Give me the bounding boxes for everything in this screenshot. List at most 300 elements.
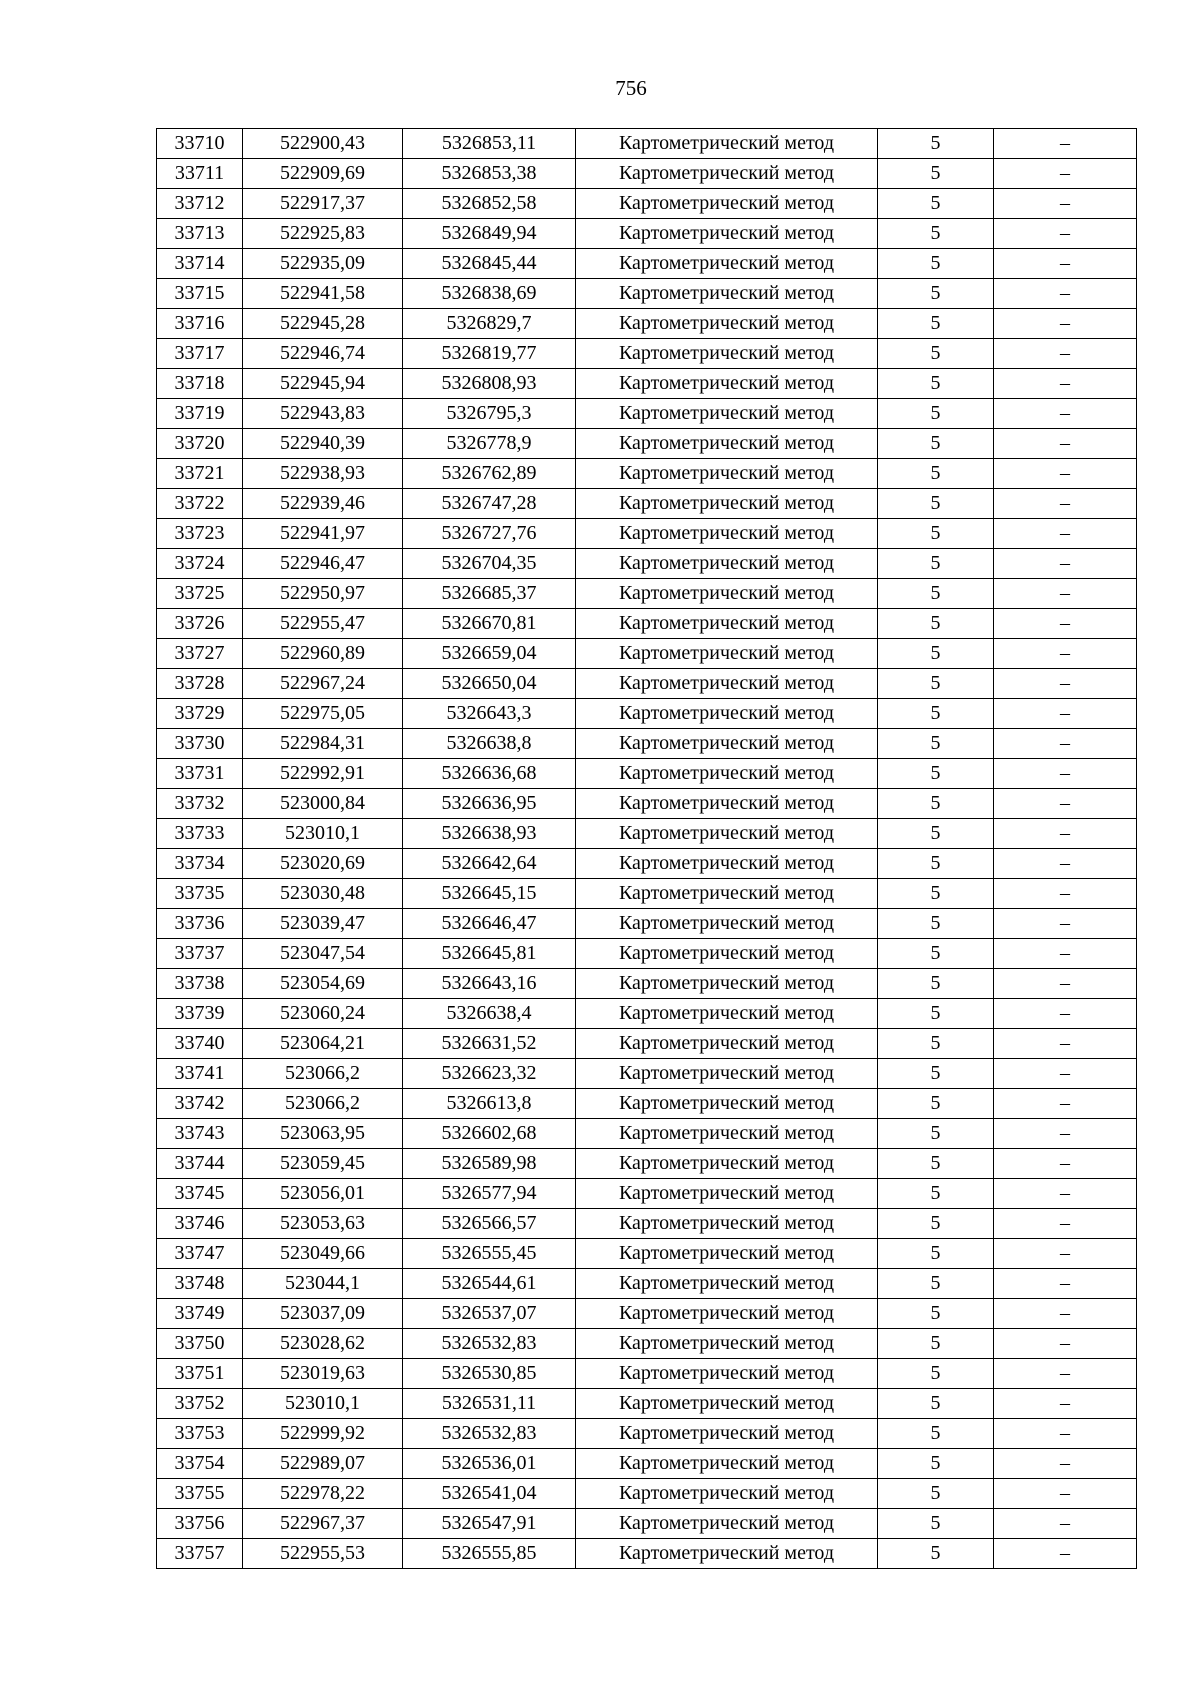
- table-row: [157, 159, 1137, 189]
- table-row: [157, 219, 1137, 249]
- point-number-cell: 33753: [157, 1419, 243, 1449]
- accuracy-cell: 5: [878, 999, 994, 1029]
- y-coordinate-cell: 5326747,28: [403, 489, 576, 519]
- y-coordinate-cell: 5326849,94: [403, 219, 576, 249]
- y-coordinate-cell: 5326670,81: [403, 609, 576, 639]
- accuracy-cell: 5: [878, 789, 994, 819]
- x-coordinate-cell: 522945,94: [243, 369, 403, 399]
- table-row: [157, 1209, 1137, 1239]
- method-cell: Картометрический метод: [576, 1029, 878, 1059]
- accuracy-cell: 5: [878, 489, 994, 519]
- page-number: 756: [615, 76, 647, 100]
- method-cell: Картометрический метод: [576, 969, 878, 999]
- note-cell: –: [994, 1239, 1137, 1269]
- x-coordinate-cell: 523054,69: [243, 969, 403, 999]
- x-coordinate-cell: 523028,62: [243, 1329, 403, 1359]
- x-coordinate-cell: 523066,2: [243, 1059, 403, 1089]
- x-coordinate-cell: 522940,39: [243, 429, 403, 459]
- method-cell: Картометрический метод: [576, 1539, 878, 1569]
- y-coordinate-cell: 5326544,61: [403, 1269, 576, 1299]
- accuracy-cell: 5: [878, 1329, 994, 1359]
- x-coordinate-cell: 523010,1: [243, 819, 403, 849]
- table-row: [157, 1359, 1137, 1389]
- note-cell: –: [994, 729, 1137, 759]
- method-cell: Картометрический метод: [576, 1479, 878, 1509]
- note-cell: –: [994, 579, 1137, 609]
- note-cell: –: [994, 1449, 1137, 1479]
- note-cell: –: [994, 1509, 1137, 1539]
- x-coordinate-cell: 523047,54: [243, 939, 403, 969]
- note-cell: –: [994, 759, 1137, 789]
- accuracy-cell: 5: [878, 1299, 994, 1329]
- y-coordinate-cell: 5326829,7: [403, 309, 576, 339]
- point-number-cell: 33714: [157, 249, 243, 279]
- note-cell: –: [994, 1179, 1137, 1209]
- y-coordinate-cell: 5326532,83: [403, 1419, 576, 1449]
- y-coordinate-cell: 5326853,11: [403, 129, 576, 159]
- method-cell: Картометрический метод: [576, 159, 878, 189]
- table-row: [157, 609, 1137, 639]
- note-cell: –: [994, 969, 1137, 999]
- method-cell: Картометрический метод: [576, 459, 878, 489]
- note-cell: –: [994, 999, 1137, 1029]
- table-row: [157, 939, 1137, 969]
- method-cell: Картометрический метод: [576, 909, 878, 939]
- point-number-cell: 33718: [157, 369, 243, 399]
- point-number-cell: 33756: [157, 1509, 243, 1539]
- y-coordinate-cell: 5326636,68: [403, 759, 576, 789]
- point-number-cell: 33716: [157, 309, 243, 339]
- table-row: [157, 1059, 1137, 1089]
- accuracy-cell: 5: [878, 399, 994, 429]
- table-row: [157, 459, 1137, 489]
- point-number-cell: 33715: [157, 279, 243, 309]
- point-number-cell: 33739: [157, 999, 243, 1029]
- x-coordinate-cell: 523010,1: [243, 1389, 403, 1419]
- y-coordinate-cell: 5326555,45: [403, 1239, 576, 1269]
- x-coordinate-cell: 522967,24: [243, 669, 403, 699]
- accuracy-cell: 5: [878, 579, 994, 609]
- y-coordinate-cell: 5326638,4: [403, 999, 576, 1029]
- method-cell: Картометрический метод: [576, 1299, 878, 1329]
- table-row: [157, 699, 1137, 729]
- method-cell: Картометрический метод: [576, 189, 878, 219]
- table-row: [157, 1269, 1137, 1299]
- point-number-cell: 33742: [157, 1089, 243, 1119]
- accuracy-cell: 5: [878, 309, 994, 339]
- table-row: [157, 1389, 1137, 1419]
- y-coordinate-cell: 5326536,01: [403, 1449, 576, 1479]
- x-coordinate-cell: 523064,21: [243, 1029, 403, 1059]
- note-cell: –: [994, 459, 1137, 489]
- point-number-cell: 33749: [157, 1299, 243, 1329]
- method-cell: Картометрический метод: [576, 579, 878, 609]
- note-cell: –: [994, 549, 1137, 579]
- method-cell: Картометрический метод: [576, 369, 878, 399]
- x-coordinate-cell: 523060,24: [243, 999, 403, 1029]
- point-number-cell: 33754: [157, 1449, 243, 1479]
- x-coordinate-cell: 522939,46: [243, 489, 403, 519]
- table-row: [157, 1419, 1137, 1449]
- table-row: [157, 1479, 1137, 1509]
- method-cell: Картометрический метод: [576, 1209, 878, 1239]
- method-cell: Картометрический метод: [576, 999, 878, 1029]
- accuracy-cell: 5: [878, 1209, 994, 1239]
- method-cell: Картометрический метод: [576, 549, 878, 579]
- note-cell: –: [994, 1059, 1137, 1089]
- coordinates-table: [156, 128, 1137, 1569]
- y-coordinate-cell: 5326852,58: [403, 189, 576, 219]
- point-number-cell: 33745: [157, 1179, 243, 1209]
- table-row: [157, 909, 1137, 939]
- note-cell: –: [994, 429, 1137, 459]
- y-coordinate-cell: 5326795,3: [403, 399, 576, 429]
- point-number-cell: 33752: [157, 1389, 243, 1419]
- accuracy-cell: 5: [878, 279, 994, 309]
- point-number-cell: 33740: [157, 1029, 243, 1059]
- point-number-cell: 33747: [157, 1239, 243, 1269]
- note-cell: –: [994, 669, 1137, 699]
- x-coordinate-cell: 522925,83: [243, 219, 403, 249]
- note-cell: –: [994, 1419, 1137, 1449]
- method-cell: Картометрический метод: [576, 249, 878, 279]
- y-coordinate-cell: 5326845,44: [403, 249, 576, 279]
- table-row: [157, 189, 1137, 219]
- point-number-cell: 33720: [157, 429, 243, 459]
- table-row: [157, 879, 1137, 909]
- method-cell: Картометрический метод: [576, 699, 878, 729]
- method-cell: Картометрический метод: [576, 1059, 878, 1089]
- y-coordinate-cell: 5326638,8: [403, 729, 576, 759]
- y-coordinate-cell: 5326589,98: [403, 1149, 576, 1179]
- method-cell: Картометрический метод: [576, 1449, 878, 1479]
- point-number-cell: 33723: [157, 519, 243, 549]
- accuracy-cell: 5: [878, 1389, 994, 1419]
- y-coordinate-cell: 5326727,76: [403, 519, 576, 549]
- method-cell: Картометрический метод: [576, 519, 878, 549]
- table-row: [157, 549, 1137, 579]
- method-cell: Картометрический метод: [576, 1149, 878, 1179]
- point-number-cell: 33729: [157, 699, 243, 729]
- x-coordinate-cell: 522955,47: [243, 609, 403, 639]
- y-coordinate-cell: 5326838,69: [403, 279, 576, 309]
- method-cell: Картометрический метод: [576, 819, 878, 849]
- accuracy-cell: 5: [878, 1509, 994, 1539]
- method-cell: Картометрический метод: [576, 429, 878, 459]
- table-row: [157, 279, 1137, 309]
- method-cell: Картометрический метод: [576, 849, 878, 879]
- point-number-cell: 33737: [157, 939, 243, 969]
- x-coordinate-cell: 522999,92: [243, 1419, 403, 1449]
- accuracy-cell: 5: [878, 369, 994, 399]
- coordinates-table-body: [157, 129, 1137, 1569]
- note-cell: –: [994, 1269, 1137, 1299]
- accuracy-cell: 5: [878, 669, 994, 699]
- table-row: [157, 1089, 1137, 1119]
- method-cell: Картометрический метод: [576, 309, 878, 339]
- point-number-cell: 33755: [157, 1479, 243, 1509]
- point-number-cell: 33735: [157, 879, 243, 909]
- accuracy-cell: 5: [878, 1089, 994, 1119]
- note-cell: –: [994, 189, 1137, 219]
- accuracy-cell: 5: [878, 429, 994, 459]
- point-number-cell: 33744: [157, 1149, 243, 1179]
- point-number-cell: 33750: [157, 1329, 243, 1359]
- y-coordinate-cell: 5326646,47: [403, 909, 576, 939]
- y-coordinate-cell: 5326555,85: [403, 1539, 576, 1569]
- method-cell: Картометрический метод: [576, 1419, 878, 1449]
- note-cell: –: [994, 699, 1137, 729]
- x-coordinate-cell: 522984,31: [243, 729, 403, 759]
- point-number-cell: 33717: [157, 339, 243, 369]
- note-cell: –: [994, 129, 1137, 159]
- x-coordinate-cell: 522945,28: [243, 309, 403, 339]
- y-coordinate-cell: 5326819,77: [403, 339, 576, 369]
- point-number-cell: 33711: [157, 159, 243, 189]
- table-row: [157, 759, 1137, 789]
- y-coordinate-cell: 5326537,07: [403, 1299, 576, 1329]
- x-coordinate-cell: 522909,69: [243, 159, 403, 189]
- note-cell: –: [994, 909, 1137, 939]
- point-number-cell: 33725: [157, 579, 243, 609]
- point-number-cell: 33727: [157, 639, 243, 669]
- x-coordinate-cell: 523037,09: [243, 1299, 403, 1329]
- point-number-cell: 33726: [157, 609, 243, 639]
- accuracy-cell: 5: [878, 849, 994, 879]
- x-coordinate-cell: 523059,45: [243, 1149, 403, 1179]
- y-coordinate-cell: 5326762,89: [403, 459, 576, 489]
- table-row: [157, 519, 1137, 549]
- accuracy-cell: 5: [878, 1239, 994, 1269]
- table-row: [157, 249, 1137, 279]
- accuracy-cell: 5: [878, 699, 994, 729]
- note-cell: –: [994, 399, 1137, 429]
- note-cell: –: [994, 939, 1137, 969]
- accuracy-cell: 5: [878, 129, 994, 159]
- y-coordinate-cell: 5326566,57: [403, 1209, 576, 1239]
- y-coordinate-cell: 5326853,38: [403, 159, 576, 189]
- x-coordinate-cell: 522900,43: [243, 129, 403, 159]
- y-coordinate-cell: 5326643,3: [403, 699, 576, 729]
- point-number-cell: 33722: [157, 489, 243, 519]
- note-cell: –: [994, 1479, 1137, 1509]
- x-coordinate-cell: 523000,84: [243, 789, 403, 819]
- x-coordinate-cell: 522943,83: [243, 399, 403, 429]
- x-coordinate-cell: 523019,63: [243, 1359, 403, 1389]
- point-number-cell: 33751: [157, 1359, 243, 1389]
- accuracy-cell: 5: [878, 1119, 994, 1149]
- method-cell: Картометрический метод: [576, 939, 878, 969]
- x-coordinate-cell: 522978,22: [243, 1479, 403, 1509]
- y-coordinate-cell: 5326623,32: [403, 1059, 576, 1089]
- note-cell: –: [994, 159, 1137, 189]
- accuracy-cell: 5: [878, 1359, 994, 1389]
- method-cell: Картометрический метод: [576, 639, 878, 669]
- accuracy-cell: 5: [878, 879, 994, 909]
- method-cell: Картометрический метод: [576, 1509, 878, 1539]
- accuracy-cell: 5: [878, 729, 994, 759]
- accuracy-cell: 5: [878, 189, 994, 219]
- x-coordinate-cell: 522992,91: [243, 759, 403, 789]
- method-cell: Картометрический метод: [576, 489, 878, 519]
- method-cell: Картометрический метод: [576, 1239, 878, 1269]
- accuracy-cell: 5: [878, 759, 994, 789]
- note-cell: –: [994, 219, 1137, 249]
- x-coordinate-cell: 522955,53: [243, 1539, 403, 1569]
- y-coordinate-cell: 5326602,68: [403, 1119, 576, 1149]
- note-cell: –: [994, 279, 1137, 309]
- point-number-cell: 33731: [157, 759, 243, 789]
- y-coordinate-cell: 5326636,95: [403, 789, 576, 819]
- method-cell: Картометрический метод: [576, 729, 878, 759]
- accuracy-cell: 5: [878, 1029, 994, 1059]
- x-coordinate-cell: 522935,09: [243, 249, 403, 279]
- y-coordinate-cell: 5326532,83: [403, 1329, 576, 1359]
- method-cell: Картометрический метод: [576, 129, 878, 159]
- y-coordinate-cell: 5326778,9: [403, 429, 576, 459]
- accuracy-cell: 5: [878, 249, 994, 279]
- accuracy-cell: 5: [878, 1149, 994, 1179]
- table-row: [157, 849, 1137, 879]
- point-number-cell: 33713: [157, 219, 243, 249]
- table-row: [157, 369, 1137, 399]
- x-coordinate-cell: 522941,58: [243, 279, 403, 309]
- x-coordinate-cell: 523039,47: [243, 909, 403, 939]
- accuracy-cell: 5: [878, 909, 994, 939]
- note-cell: –: [994, 1329, 1137, 1359]
- x-coordinate-cell: 522960,89: [243, 639, 403, 669]
- method-cell: Картометрический метод: [576, 759, 878, 789]
- method-cell: Картометрический метод: [576, 1179, 878, 1209]
- note-cell: –: [994, 609, 1137, 639]
- method-cell: Картометрический метод: [576, 399, 878, 429]
- x-coordinate-cell: 522946,74: [243, 339, 403, 369]
- note-cell: –: [994, 819, 1137, 849]
- accuracy-cell: 5: [878, 519, 994, 549]
- accuracy-cell: 5: [878, 339, 994, 369]
- accuracy-cell: 5: [878, 459, 994, 489]
- table-row: [157, 1509, 1137, 1539]
- table-row: [157, 309, 1137, 339]
- table-row: [157, 1029, 1137, 1059]
- note-cell: –: [994, 1359, 1137, 1389]
- point-number-cell: 33741: [157, 1059, 243, 1089]
- note-cell: –: [994, 789, 1137, 819]
- method-cell: Картометрический метод: [576, 609, 878, 639]
- note-cell: –: [994, 1119, 1137, 1149]
- x-coordinate-cell: 523044,1: [243, 1269, 403, 1299]
- y-coordinate-cell: 5326531,11: [403, 1389, 576, 1419]
- table-row: [157, 339, 1137, 369]
- y-coordinate-cell: 5326659,04: [403, 639, 576, 669]
- accuracy-cell: 5: [878, 969, 994, 999]
- point-number-cell: 33732: [157, 789, 243, 819]
- y-coordinate-cell: 5326643,16: [403, 969, 576, 999]
- note-cell: –: [994, 309, 1137, 339]
- y-coordinate-cell: 5326530,85: [403, 1359, 576, 1389]
- y-coordinate-cell: 5326645,81: [403, 939, 576, 969]
- table-row: [157, 999, 1137, 1029]
- table-row: [157, 1149, 1137, 1179]
- accuracy-cell: 5: [878, 1419, 994, 1449]
- accuracy-cell: 5: [878, 1449, 994, 1479]
- x-coordinate-cell: 523066,2: [243, 1089, 403, 1119]
- table-row: [157, 1539, 1137, 1569]
- point-number-cell: 33712: [157, 189, 243, 219]
- point-number-cell: 33721: [157, 459, 243, 489]
- y-coordinate-cell: 5326650,04: [403, 669, 576, 699]
- point-number-cell: 33746: [157, 1209, 243, 1239]
- y-coordinate-cell: 5326631,52: [403, 1029, 576, 1059]
- table-row: [157, 429, 1137, 459]
- accuracy-cell: 5: [878, 609, 994, 639]
- note-cell: –: [994, 639, 1137, 669]
- table-row: [157, 729, 1137, 759]
- y-coordinate-cell: 5326808,93: [403, 369, 576, 399]
- note-cell: –: [994, 879, 1137, 909]
- note-cell: –: [994, 1029, 1137, 1059]
- accuracy-cell: 5: [878, 639, 994, 669]
- accuracy-cell: 5: [878, 939, 994, 969]
- point-number-cell: 33724: [157, 549, 243, 579]
- accuracy-cell: 5: [878, 1269, 994, 1299]
- x-coordinate-cell: 523049,66: [243, 1239, 403, 1269]
- method-cell: Картометрический метод: [576, 1269, 878, 1299]
- accuracy-cell: 5: [878, 1059, 994, 1089]
- point-number-cell: 33719: [157, 399, 243, 429]
- accuracy-cell: 5: [878, 159, 994, 189]
- method-cell: Картометрический метод: [576, 339, 878, 369]
- table-row: [157, 1239, 1137, 1269]
- accuracy-cell: 5: [878, 819, 994, 849]
- x-coordinate-cell: 522975,05: [243, 699, 403, 729]
- note-cell: –: [994, 249, 1137, 279]
- method-cell: Картометрический метод: [576, 279, 878, 309]
- accuracy-cell: 5: [878, 219, 994, 249]
- y-coordinate-cell: 5326638,93: [403, 819, 576, 849]
- table-row: [157, 489, 1137, 519]
- note-cell: –: [994, 1149, 1137, 1179]
- table-row: [157, 1119, 1137, 1149]
- y-coordinate-cell: 5326613,8: [403, 1089, 576, 1119]
- note-cell: –: [994, 1209, 1137, 1239]
- method-cell: Картометрический метод: [576, 1329, 878, 1359]
- x-coordinate-cell: 522917,37: [243, 189, 403, 219]
- note-cell: –: [994, 369, 1137, 399]
- x-coordinate-cell: 522946,47: [243, 549, 403, 579]
- x-coordinate-cell: 522941,97: [243, 519, 403, 549]
- table-row: [157, 639, 1137, 669]
- point-number-cell: 33730: [157, 729, 243, 759]
- note-cell: –: [994, 849, 1137, 879]
- method-cell: Картометрический метод: [576, 1389, 878, 1419]
- y-coordinate-cell: 5326547,91: [403, 1509, 576, 1539]
- point-number-cell: 33734: [157, 849, 243, 879]
- note-cell: –: [994, 1299, 1137, 1329]
- method-cell: Картометрический метод: [576, 219, 878, 249]
- table-row: [157, 969, 1137, 999]
- x-coordinate-cell: 522989,07: [243, 1449, 403, 1479]
- point-number-cell: 33743: [157, 1119, 243, 1149]
- accuracy-cell: 5: [878, 1179, 994, 1209]
- method-cell: Картометрический метод: [576, 1119, 878, 1149]
- point-number-cell: 33738: [157, 969, 243, 999]
- point-number-cell: 33733: [157, 819, 243, 849]
- x-coordinate-cell: 522967,37: [243, 1509, 403, 1539]
- note-cell: –: [994, 1389, 1137, 1419]
- y-coordinate-cell: 5326685,37: [403, 579, 576, 609]
- method-cell: Картометрический метод: [576, 669, 878, 699]
